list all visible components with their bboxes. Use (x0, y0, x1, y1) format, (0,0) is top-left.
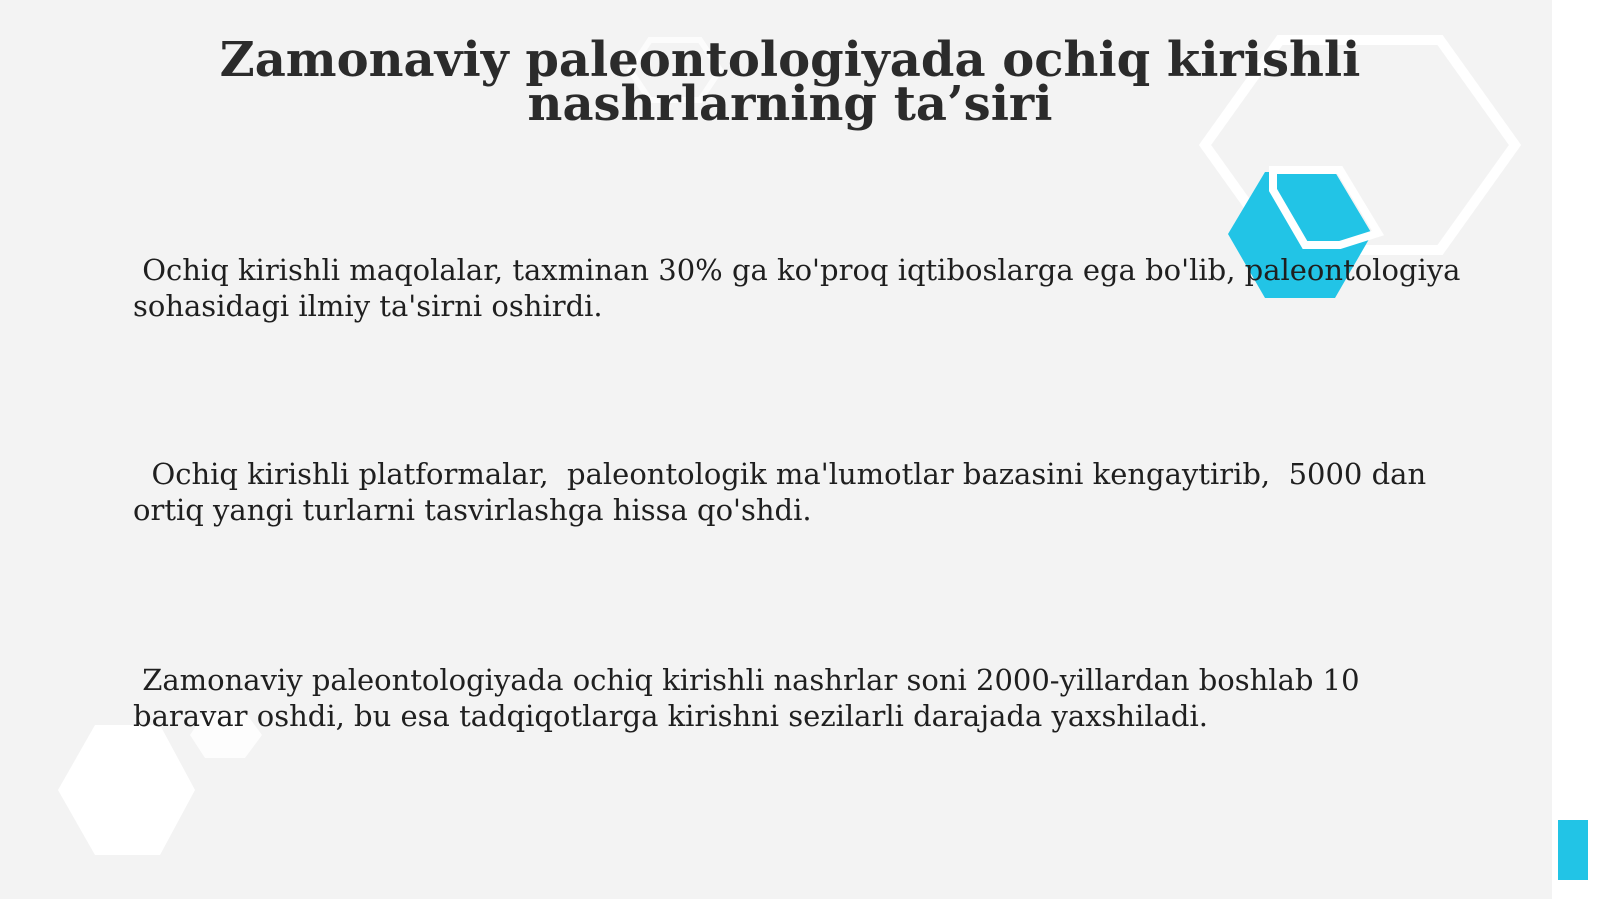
bullet-paragraph-3: Zamonaviy paleontologiyada ochiq kirishli nashrlar soni 2000-yillardan boshlab 10 baravar oshdi, bu esa tadqiqotlarga kirishni sezilarli darajada yaxshiladi. (133, 663, 1369, 733)
scroll-accent-tab[interactable] (1558, 820, 1588, 880)
right-edge-panel (1552, 0, 1600, 899)
hexagon-white-bottom (58, 725, 195, 855)
bullet-paragraph-1: Ochiq kirishli maqolalar, taxminan 30% ga ko'proq iqtiboslarga ega bo'lib, paleontologiya sohasidagi ilmiy ta'sirni oshirdi. (133, 253, 1470, 323)
bullet-paragraph-2: Ochiq kirishli platformalar, paleontologik ma'lumotlar bazasini kengaytirib, 5000 dan ortiq yangi turlarni tasvirlashga hissa qo'shdi. (133, 457, 1436, 527)
slide-title: Zamonaviy paleontologiyada ochiq kirishli nashrlarning ta’siri (219, 32, 1361, 132)
